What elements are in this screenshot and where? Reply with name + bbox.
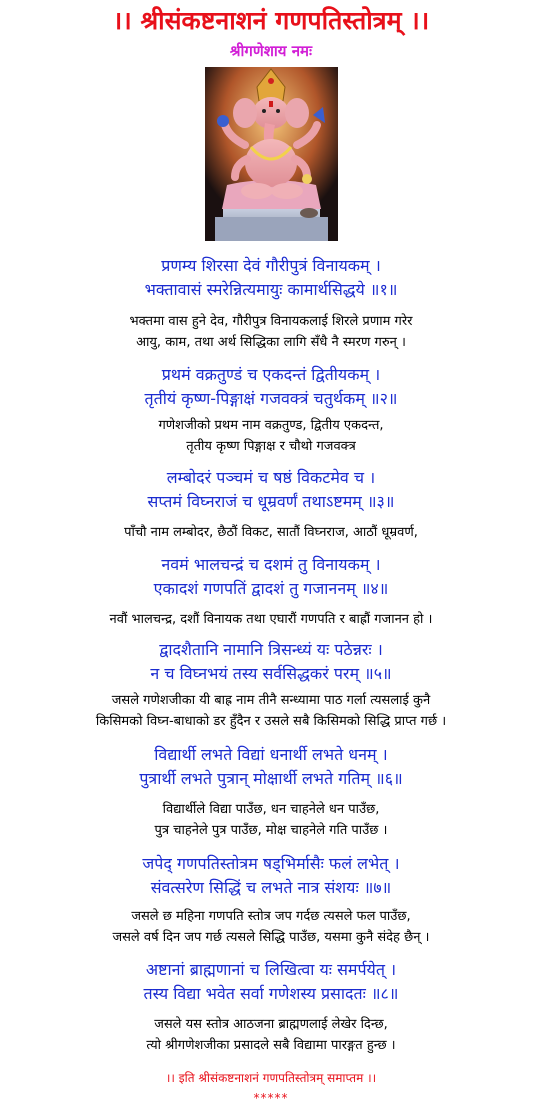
verse-6-line-2: पुत्रार्थी लभते पुत्रान् मोक्षार्थी लभते गतिम् ॥६॥ [139,769,403,788]
meaning-3 [0,522,542,543]
ganesha-image [205,67,338,241]
meaning-1-line-1: भक्तमा वास हुने देव, गौरीपुत्र विनायकलाई शिरले प्रणाम गरेर [129,314,413,329]
verse-8-line-2: तस्य विद्या भवेत सर्वा गणेशस्य प्रसादतः ॥८॥ [143,984,399,1003]
meaning-6 [0,799,542,841]
meaning-8-line-2: त्यो श्रीगणेशजीका प्रसादले सबै विद्यामा पारङ्गत हुन्छ । [146,1038,396,1053]
verse-7-line-1: जपेद् गणपतिस्तोत्रम षड्भिर्मासैः फलं लभेत् । [142,854,400,873]
meaning-8 [0,1014,542,1056]
verse-7 [0,852,542,900]
meaning-2-line-1: गणेशजीको प्रथम नाम वक्रतुण्ड, द्वितीय एकदन्त, [158,418,384,433]
meaning-7-line-2: जसले वर्ष दिन जप गर्छ त्यसले सिद्धि पाउँछ, यसमा कुनै संदेह छैन् । [112,930,430,945]
verse-4-line-1: नवमं भालचन्द्रं च दशमं तु विनायकम् । [161,555,381,574]
verse-5-line-1: द्वादशैतानि नामानि त्रिसन्ध्यं यः पठेन्नरः । [159,640,383,659]
meaning-4-line-1: नवौं भालचन्द्र, दशौं विनायक तथा एघारौं गणपति र बाह्रौं गजानन हो । [109,612,433,627]
verse-1 [0,254,542,302]
meaning-6-line-1: विद्यार्थीले विद्या पाउँछ, धन चाहनेले धन पाउँछ, [162,802,380,817]
meaning-1-line-2: आयु, काम, तथा अर्थ सिद्धिका लागि सँधै नै स्मरण गरुन् । [136,335,406,350]
closing-line: ।। इति श्रीसंकष्टनाशनं गणपतिस्तोत्रम् समाप्तम ।। [165,1071,377,1085]
verse-2 [0,363,542,411]
meaning-1 [0,311,542,353]
verse-5-line-2: न च विघ्नभयं तस्य सर्वसिद्धकरं परम् ॥५॥ [150,664,392,683]
verse-2-line-1: प्रथमं वक्रतुण्डं च एकदन्तं द्वितीयकम् । [161,365,381,384]
verse-8 [0,958,542,1006]
invocation: श्रीगणेशाय नमः [229,42,313,60]
meaning-5-line-1: जसले गणेशजीका यी बाह्र नाम तीनै सन्ध्यामा पाठ गर्ला त्यसलाई कुनै [111,693,431,708]
verse-6 [0,743,542,791]
meaning-8-line-1: जसले यस स्तोत्र आठजना ब्राह्मणलाई लेखेर दिन्छ, [154,1017,388,1032]
page-title: ।। श्रीसंकष्टनाशनं गणपतिस्तोत्रम् ।। [112,6,430,35]
verse-6-line-1: विद्यार्थी लभते विद्यां धनार्थी लभते धनम् । [154,745,388,764]
verse-2-line-2: तृतीयं कृष्ण-पिङ्गाक्षं गजवक्त्रं चतुर्थकम् ॥२॥ [144,389,398,408]
meaning-4 [0,609,542,630]
verse-4-line-2: एकादशं गणपतिं द्वादशं तु गजाननम् ॥४॥ [153,579,389,598]
verse-8-line-1: अष्टानां ब्राह्मणानां च लिखित्वा यः समर्पयेत् । [145,960,397,979]
verse-3-line-2: सप्तमं विघ्नराजं च धूम्रवर्णं तथाऽष्टमम् ॥३॥ [147,492,395,511]
meaning-5 [0,690,542,732]
verse-4 [0,553,542,601]
meaning-2-line-2: तृतीय कृष्ण पिङ्गाक्ष र चौथो गजवक्त्र [186,439,356,454]
verse-1-line-1: प्रणम्य शिरसा देवं गौरीपुत्रं विनायकम् । [161,256,381,275]
verse-3 [0,466,542,514]
verse-1-line-2: भक्तावासं स्मरेन्नित्यमायुः कामार्थसिद्धये ॥१॥ [144,280,398,299]
verse-3-line-1: लम्बोदरं पञ्चमं च षष्ठं विकटमेव च । [166,468,376,487]
meaning-3-line-1: पाँचौ नाम लम्बोदर, छैठौं विकट, सातौं विघ्नराज, आठौं धूम्रवर्ण, [124,525,418,540]
meaning-7-line-1: जसले छ महिना गणपति स्तोत्र जप गर्दछ त्यसले फल पाउँछ, [131,909,411,924]
meaning-7 [0,906,542,948]
verse-7-line-2: संवत्सरेण सिद्धिं च लभते नात्र संशयः ॥७॥ [150,878,392,897]
meaning-6-line-2: पुत्र चाहनेले पुत्र पाउँछ, मोक्ष चाहनेले गति पाउँछ । [154,823,388,838]
verse-5 [0,638,542,686]
closing-stars: ***** [253,1091,289,1105]
meaning-2 [0,415,542,457]
meaning-5-line-2: किसिमको विघ्न-बाधाको डर हुँदैन र उसले सबै किसिमको सिद्धि प्राप्त गर्छ । [95,714,447,729]
